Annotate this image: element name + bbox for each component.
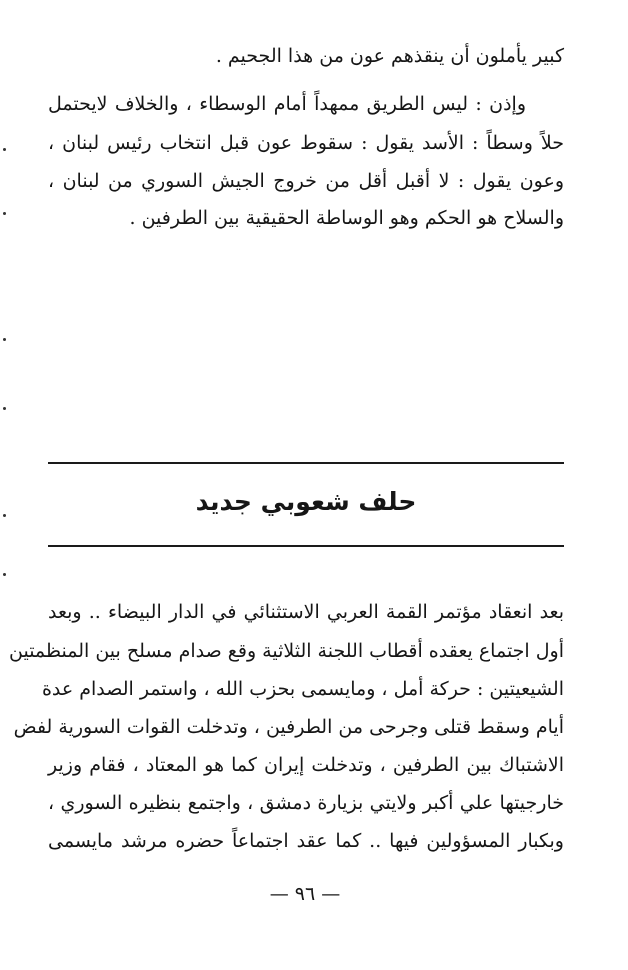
- text-line: خارجيتها علي أكبر ولايتي بزيارة دمشق ، واجتمع بنظيره السوري ،: [48, 792, 564, 814]
- text-line: الاشتباك بين الطرفين ، وتدخلت إيران كما هو المعتاد ، فقام وزير: [48, 754, 564, 776]
- top-divider: [48, 462, 564, 464]
- scan-speck: [3, 407, 6, 410]
- text-line: الشيعيتين : حركة أمل ، ومايسمى بحزب الله ، واستمر الصدام عدة: [41, 678, 564, 700]
- scan-speck: [3, 148, 6, 151]
- text-line: وبكبار المسؤولين فيها .. كما عقد اجتماعاً حضره مرشد مايسمى: [48, 830, 564, 852]
- text-line: أيام وسقط قتلى وجرحى من الطرفين ، وتدخلت القوات السورية لفض: [13, 716, 564, 738]
- bottom-divider: [48, 545, 564, 547]
- text-line: أول اجتماع يعقده أقطاب اللجنة الثلاثية وقع صدام مسلح بين المنظمتين: [9, 640, 564, 662]
- page-number: — ٩٦ —: [269, 883, 341, 905]
- text-line: حلاً وسطاً : الأسد يقول : سقوط عون قبل انتخاب رئيس لبنان ،: [48, 132, 564, 154]
- scan-speck: [3, 212, 6, 215]
- scan-speck: [3, 514, 6, 517]
- scan-speck: [3, 338, 6, 341]
- text-line: كبير يأملون أن ينقذهم عون من هذا الجحيم .: [215, 45, 564, 67]
- text-line: وإذن : ليس الطريق ممهداً أمام الوسطاء ، والخلاف لايحتمل: [48, 93, 526, 115]
- scan-speck: [3, 573, 6, 576]
- text-line: والسلاح هو الحكم وهو الوساطة الحقيقية بين الطرفين .: [129, 207, 564, 229]
- section-heading: حلف شعوبي جديد: [195, 487, 417, 516]
- text-line: بعد انعقاد مؤتمر القمة العربي الاستثنائي في الدار البيضاء .. وبعد: [48, 601, 564, 623]
- text-line: وعون يقول : لا أقبل أقل من خروج الجيش السوري من لبنان ،: [48, 170, 564, 192]
